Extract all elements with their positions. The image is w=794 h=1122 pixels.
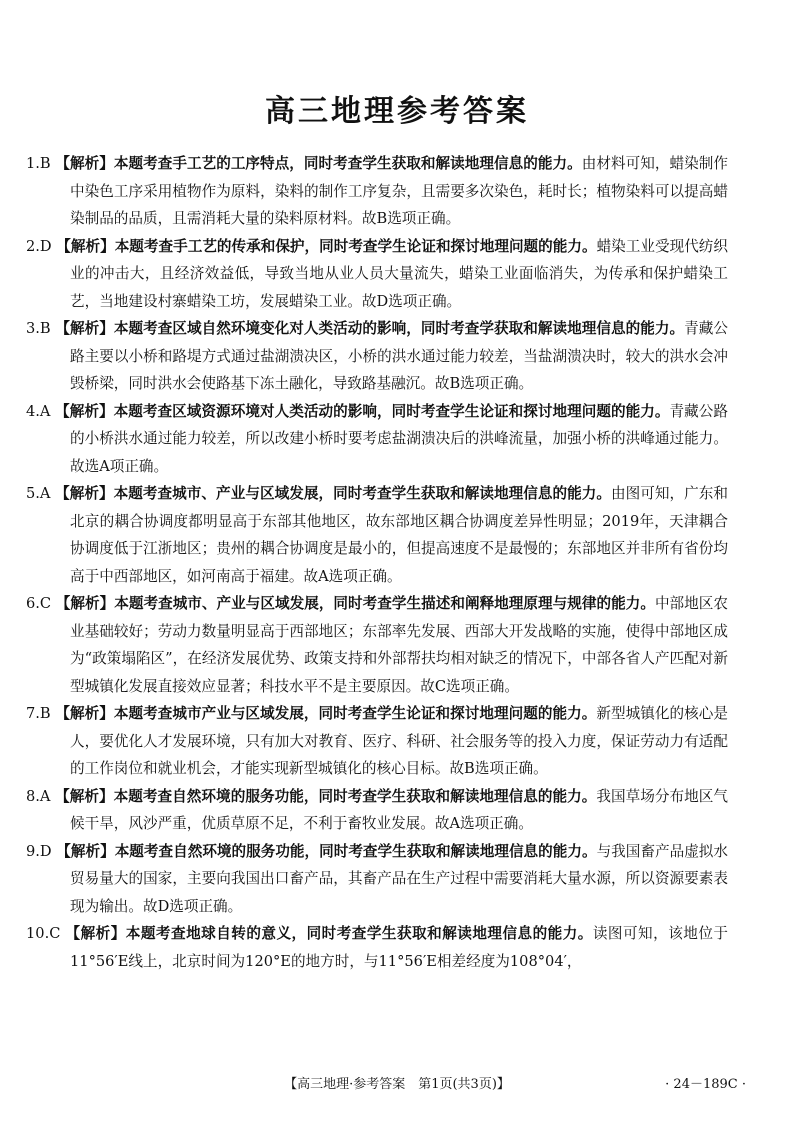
answer-number: 10.C — [26, 925, 61, 942]
answer-number: 2.D — [26, 237, 52, 255]
analysis-text: 中部地区农业基础较好；劳动力数量明显高于西部地区；东部率先发展、西部大开发战略的实施，使得中部地区成为“政策塌陷区”，在经济发展优势、政策支持和外部帮扶均相对缺乏的情况下，中部各省人产匹配对新型城镇化发展直接效应显著；科技水平不是主要原因。故C选项正确。 — [70, 595, 728, 695]
answer-item — [26, 700, 728, 783]
analysis-text: 新型城镇化的核心是人，要优化人才发展环境，只有加大对教育、医疗、科研、社会服务等的投入力度，保证劳动力有适配的工作岗位和就业机会，才能实现新型城镇化的核心目标。故B选项正确。 — [70, 705, 728, 777]
footer-page-info: 【高三地理·参考答案 第1页(共3页)】 — [284, 1077, 510, 1092]
analysis-tag: 【解析】 — [55, 705, 114, 722]
analysis-tag: 【解析】 — [55, 485, 114, 502]
analysis-text: 由图可知，广东和北京的耦合协调度都明显高于东部其他地区，故东部地区耦合协调度差异性明显；2019年，天津耦合协调度低于江浙地区；贵州的耦合协调度是最小的，但提高速度不是最慢的；东部地区并非所有省份均高于中西部地区，如河南高于福建。故A选项正确。 — [70, 485, 728, 585]
answer-number: 5.A — [26, 485, 51, 502]
analysis-focus: 本题考查手工艺的工序特点，同时考查学生获取和解读地理信息的能力。 — [113, 155, 582, 172]
answer-number: 4.A — [26, 402, 51, 420]
footer-code: · 24－189C · — [665, 1077, 746, 1092]
analysis-text: 与我国畜产品虚拟水贸易量大的国家，主要向我国出口畜产品，其畜产品在生产过程中需要消耗大量水源，所以资源要素表现为输出。故D选项正确。 — [70, 842, 728, 915]
answer-item — [26, 920, 728, 975]
analysis-focus: 本题考查城市、产业与区域发展，同时考查学生描述和阐释地理原理与规律的能力。 — [114, 595, 655, 612]
analysis-text: 青藏公路的小桥洪水通过能力较差，所以改建小桥时要考虑盐湖溃决后的洪峰流量，加强小桥的洪峰通过能力。故选A项正确。 — [70, 402, 728, 475]
analysis-text: 蜡染工业受现代纺织业的冲击大，且经济效益低，导致当地从业人员大量流失，蜡染工业面临消失，为传承和保护蜡染工艺，当地建设村寨蜡染工坊，发展蜡染工业。故D选项正确。 — [70, 237, 728, 310]
answer-number: 7.B — [26, 705, 51, 722]
analysis-focus: 本题考查城市产业与区域发展，同时考查学生论证和探讨地理问题的能力。 — [113, 705, 597, 722]
analysis-focus: 本题考查自然环境的服务功能，同时考查学生获取和解读地理信息的能力。 — [113, 787, 597, 805]
analysis-tag: 【解析】 — [55, 155, 114, 172]
analysis-tag: 【解析】 — [56, 842, 115, 860]
answer-item — [26, 783, 728, 838]
analysis-focus: 本题考查区域自然环境变化对人类活动的影响，同时考查学获取和解读地理信息的能力。 — [113, 320, 685, 337]
answer-number: 3.B — [26, 320, 51, 337]
analysis-tag: 【解析】 — [55, 402, 114, 420]
answer-number: 1.B — [26, 155, 51, 172]
analysis-tag: 【解析】 — [56, 237, 115, 255]
analysis-text: 读图可知，该地位于11°56′E线上，北京时间为120°E的地方时，与11°56′E相差经度为108°04′， — [70, 925, 728, 970]
answer-number: 8.A — [26, 787, 51, 805]
answer-number: 6.C — [26, 595, 52, 612]
analysis-tag: 【解析】 — [65, 925, 126, 942]
answer-item — [26, 838, 728, 921]
page-title: 高三地理参考答案 — [265, 94, 529, 129]
answer-item — [26, 150, 728, 233]
analysis-focus: 本题考查地球自转的意义，同时考查学生获取和解读地理信息的能力。 — [125, 925, 593, 942]
analysis-focus: 本题考查手工艺的传承和保护，同时考查学生论证和探讨地理问题的能力。 — [114, 237, 597, 255]
analysis-tag: 【解析】 — [55, 787, 114, 805]
analysis-tag: 【解析】 — [55, 320, 114, 337]
analysis-text: 青藏公路主要以小桥和路堤方式通过盐湖溃决区，小桥的洪水通过能力较差，当盐湖溃决时，较大的洪水会冲毁桥梁，同时洪水会使路基下冻土融化，导致路基融沉。故B选项正确。 — [70, 320, 728, 392]
answer-item — [26, 315, 728, 398]
analysis-focus: 本题考查区域资源环境对人类活动的影响，同时考查学生论证和探讨地理问题的能力。 — [113, 402, 670, 420]
answer-item — [26, 590, 728, 700]
analysis-focus: 本题考查城市、产业与区域发展，同时考查学生获取和解读地理信息的能力。 — [113, 485, 611, 502]
analysis-focus: 本题考查自然环境的服务功能，同时考查学生获取和解读地理信息的能力。 — [114, 842, 597, 860]
analysis-text: 由材料可知，蜡染制作中染色工序采用植物作为原料，染料的制作工序复杂，且需要多次染色，耗时长；植物染料可以提高蜡染制品的品质，且需消耗大量的染料原材料。故B选项正确。 — [70, 155, 728, 227]
answer-list — [26, 150, 728, 975]
answer-item — [26, 480, 728, 590]
answer-item — [26, 398, 728, 481]
answer-item — [26, 233, 728, 316]
analysis-text: 我国草场分布地区气候干旱，风沙严重，优质草原不足，不利于畜牧业发展。故A选项正确。 — [70, 787, 728, 832]
page-footer — [0, 1073, 794, 1093]
answer-number: 9.D — [26, 842, 52, 860]
analysis-tag: 【解析】 — [55, 595, 115, 612]
